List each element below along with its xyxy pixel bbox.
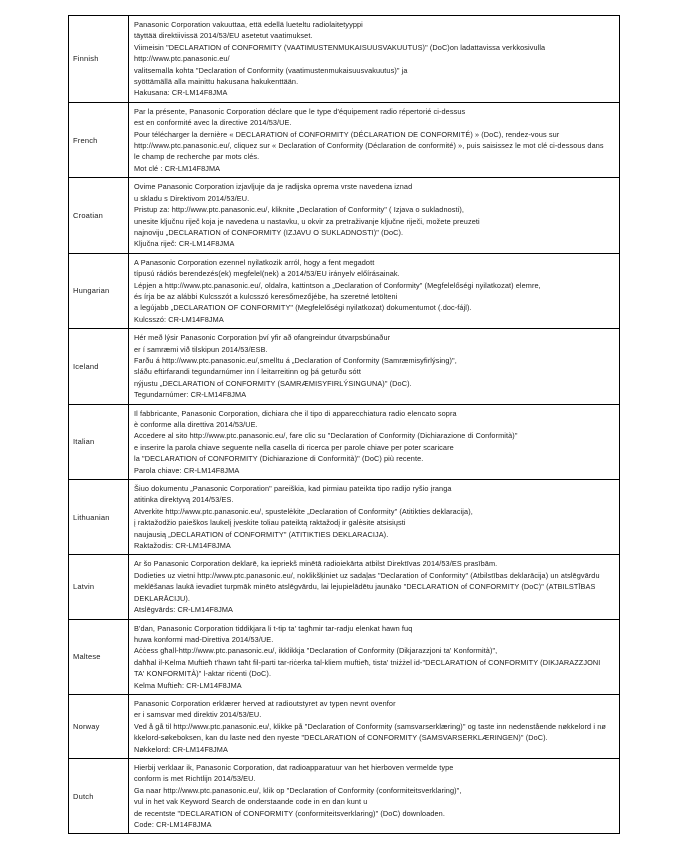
text-line: valitsemalla kohta "Declaration of Conformity (vaatimustenmukaisuusvakuutus)" ja: [134, 65, 408, 75]
row-text: [129, 253, 620, 328]
text-line: Aċċess għall-http://www.ptc.panasonic.eu/, ikklikkja "Declaration of Conformity (Dikjarazzjoni ta' Konformità)",: [134, 646, 498, 656]
text-line: Panasonic Corporation erklærer herved at radioutstyret av typen nevnt ovenfor: [134, 698, 396, 708]
row-text: [129, 555, 620, 619]
table-row: [69, 694, 620, 758]
text-line: meklēšanas laukā ievadiet turpmāk minēto atslēgvārdu, lai lejupielādētu jaunāko "DECLARATION of CONFORMITY (DoC)" (ATBILSTĪBAS: [134, 582, 596, 592]
table-row: [69, 555, 620, 619]
row-text: [129, 404, 620, 479]
text-line: Accedere al sito http://www.ptc.panasonic.eu/, fare clic su "Declaration of Conformity (Dichiarazione di Conformità)": [134, 431, 518, 441]
text-line: nýjustu „DECLARATION of CONFORMITY (SAMRÆMISYFIRLÝSINGUNA)" (DoC).: [134, 378, 412, 388]
row-text: [129, 16, 620, 103]
text-line: è conforme alla direttiva 2014/53/UE.: [134, 420, 258, 429]
row-text: [129, 102, 620, 177]
text-line: Nøkkelord: CR-LM14F8JMA: [134, 744, 228, 754]
text-line: syöttämällä alla mainittu hakusana hakukenttään.: [134, 77, 299, 87]
table-row: [69, 16, 620, 103]
text-line: Mot clé : CR-LM14F8JMA: [134, 163, 221, 173]
text-line: sláðu eftirfarandi tegundarnúmer inn í leitarreitinn og þá geturðu sótt: [134, 367, 361, 377]
text-line: atitinka direktyvą 2014/53/ES.: [134, 495, 234, 505]
text-line: Il fabbricante, Panasonic Corporation, dichiara che il tipo di apparecchiatura radio elencato sopra: [134, 408, 457, 418]
text-line: Hér með lýsir Panasonic Corporation því yfir að ofangreindur útvarpsbúnaður: [134, 333, 391, 343]
text-line: Ovime Panasonic Corporation izjavljuje da je radijska oprema vrste navedena iznad: [134, 182, 413, 192]
text-line: er í samræmi við tilskipun 2014/53/ESB.: [134, 344, 268, 354]
text-line: Ar šo Panasonic Corporation deklarē, ka iepriekš minētā radioiekārta atbilst Direktīvas 2014/53/ES prasībām.: [134, 559, 498, 569]
text-line: huwa konformi mad-Direttiva 2014/53/UE.: [134, 634, 274, 644]
text-line: vul in het vak Keyword Search de onderstaande code in en dan kunt u: [134, 797, 368, 807]
language-label: Dutch: [69, 758, 129, 833]
text-line: Kelma Muftieħ: CR-LM14F8JMA: [134, 680, 242, 690]
text-line: DEKLARĀCIJU).: [134, 593, 191, 603]
table-row: [69, 758, 620, 833]
text-line: Par la présente, Panasonic Corporation déclare que le type d'équipement radio répertorié ci-dessus: [134, 106, 466, 116]
text-line: Code: CR-LM14F8JMA: [134, 820, 212, 829]
language-label: Croatian: [69, 178, 129, 253]
language-label: Maltese: [69, 619, 129, 694]
text-line: najnoviju „DECLARATION of CONFORMITY (IZJAVU O SUKLADNOSTI)" (DoC).: [134, 227, 404, 237]
language-label: Latvin: [69, 555, 129, 619]
text-line: Atverkite http://www.ptc.panasonic.eu/, spustelėkite „Declaration of Conformity" (Atitikties deklaracija),: [134, 506, 473, 516]
text-line: Šiuo dokumentu „Panasonic Corporation" pareiškia, kad pirmiau pateikta tipo radijo ryšio įranga: [134, 484, 452, 494]
row-text: [129, 178, 620, 253]
text-line: http://www.ptc.panasonic.eu/: [134, 54, 230, 64]
text-line: Ga naar http://www.ptc.panasonic.eu/, klik op "Declaration of Conformity (conformiteitsverklaring)",: [134, 785, 462, 795]
text-line: le champ de recherche par mots clés.: [134, 152, 260, 162]
language-label: Hungarian: [69, 253, 129, 328]
text-line: típusú rádiós berendezés(ek) megfelel(nek) a 2014/53/EU irányelv előírásainak.: [134, 269, 400, 279]
language-label: Iceland: [69, 329, 129, 404]
text-line: daħħal il-Kelma Muftieħ t'hawn taħt fil-parti tar-riċerka tal-kliem muftieħ, tista' tniżżel id-"DECLARATION of CONFORMITY (DIKJARAZZJONI: [134, 657, 601, 667]
text-line: Pour télécharger la dernière « DECLARATION of CONFORMITY (DÉCLARATION DE CONFORMITÉ) » (DoC), rendez-vous sur: [134, 129, 560, 139]
table-row: [69, 253, 620, 328]
table-row: [69, 480, 620, 555]
text-line: į raktažodžio paieškos laukelį įveskite toliau pateiktą raktažodį ir galėsite atsisiųsti: [134, 518, 406, 528]
text-line: Farðu á http://www.ptc.panasonic.eu/,smelltu á „Declaration of Conformity (Samræmisyfirlýsing)",: [134, 355, 457, 365]
text-line: Viimeisin "DECLARATION of CONFORMITY (VAATIMUSTENMUKAISUUSVAKUUTUS)" (DoC)on ladattavissa verkkosivulla: [134, 42, 546, 52]
text-line: e inserire la parola chiave seguente nella casella di ricerca per parole chiave per poter scaricare: [134, 442, 454, 452]
text-line: Hierbij verklaar ik, Panasonic Corporation, dat radioapparatuur van het hierboven vermelde type: [134, 762, 454, 772]
text-line: a legújabb „DECLARATION OF CONFORMITY" (Megfelelőségi nyilatkozat) dokumentumot (.doc-fájl).: [134, 303, 472, 313]
text-line: conform is met Richtlijn 2014/53/EU.: [134, 774, 256, 784]
text-line: Tegundarnúmer: CR-LM14F8JMA: [134, 390, 247, 400]
text-line: http://www.ptc.panasonic.eu/, cliquez sur « Declaration of Conformity (Déclaration de conformité) », puis saisissez le mot clé ci-dessous dans: [134, 141, 604, 151]
language-label: Lithuanian: [69, 480, 129, 555]
text-line: Ključna riječ: CR-LM14F8JMA: [134, 239, 235, 249]
table-row: [69, 329, 620, 404]
row-text: [129, 758, 620, 833]
text-line: TA' KONFORMITÀ)" l-aktar riċenti (DoC).: [134, 669, 272, 679]
conformity-table-body: [69, 16, 620, 834]
row-text: [129, 480, 620, 555]
text-line: Ved å gå til http://www.ptc.panasonic.eu/, klikke på "Declaration of Conformity (samsvarserklæring)" og taste inn nedenstående nøkkelord i nø: [134, 721, 606, 731]
table-row: [69, 404, 620, 479]
text-line: A Panasonic Corporation ezennel nyilatkozik arról, hogy a fent megadott: [134, 257, 375, 267]
row-text: [129, 329, 620, 404]
text-line: Kulcsszó: CR-LM14F8JMA: [134, 314, 224, 324]
text-line: naujausią „DECLARATION of CONFORMITY" (ATITIKTIES DEKLARACIJA).: [134, 529, 389, 539]
text-line: és írja be az alábbi Kulcsszót a kulcsszó keresőmezőjébe, ha szeretné letölteni: [134, 291, 398, 301]
text-line: Raktažodis: CR-LM14F8JMA: [134, 541, 231, 551]
text-line: Lépjen a http://www.ptc.panasonic.eu/, oldalra, kattintson a „Declaration of Conformity" (Megfelelőségi nyilatkozat) elemre,: [134, 280, 541, 290]
table-row: [69, 619, 620, 694]
language-label: Italian: [69, 404, 129, 479]
text-line: er i samsvar med direktiv 2014/53/EU.: [134, 710, 262, 720]
row-text: [129, 694, 620, 758]
text-line: la "DECLARATION of CONFORMITY (Dichiarazione di Conformità)" (DoC) più recente.: [134, 454, 424, 464]
language-label: Finnish: [69, 16, 129, 103]
language-label: French: [69, 102, 129, 177]
text-line: Atslēgvārds: CR-LM14F8JMA: [134, 605, 234, 615]
text-line: kkelord-søkeboksen, kan du laste ned den nyeste "DECLARATION of CONFORMITY (SAMSVARSERKLÆRINGEN)" (DoC).: [134, 733, 548, 743]
text-line: Parola chiave: CR-LM14F8JMA: [134, 465, 240, 475]
text-line: unesite ključnu riječ koja je navedena u nastavku, u okvir za pretraživanje ključne riječi, možete preuzeti: [134, 216, 480, 226]
text-line: täyttää direktiivissä 2014/53/EU asetetut vaatimukset.: [134, 31, 313, 41]
text-line: Hakusana: CR-LM14F8JMA: [134, 88, 228, 98]
row-text: [129, 619, 620, 694]
text-line: de recentste "DECLARATION of CONFORMITY (conformiteitsverklaring)" (DoC) downloaden.: [134, 808, 445, 818]
table-row: [69, 178, 620, 253]
table-row: [69, 102, 620, 177]
conformity-table: [68, 15, 620, 834]
text-line: u skladu s Direktivom 2014/53/EU.: [134, 193, 250, 203]
text-line: Pristup za: http://www.ptc.panasonic.eu/, kliknite „Declaration of Conformity" ( Izjava o sukladnosti),: [134, 205, 465, 215]
text-line: est en conformité avec la directive 2014/53/UE.: [134, 118, 292, 128]
text-line: Dodieties uz vietni http://www.ptc.panasonic.eu/, noklikšķiniet uz sadaļas "Declaration of Conformity" (Atbilstības deklarācija) un atslēgvārdu: [134, 570, 600, 580]
language-label: Norway: [69, 694, 129, 758]
text-line: Panasonic Corporation vakuuttaa, että edellä lueteltu radiolaitetyyppi: [134, 20, 363, 29]
text-line: B'dan, Panasonic Corporation tiddikjara li t-tip ta' tagħmir tar-radju elenkat hawn fuq: [134, 623, 413, 633]
